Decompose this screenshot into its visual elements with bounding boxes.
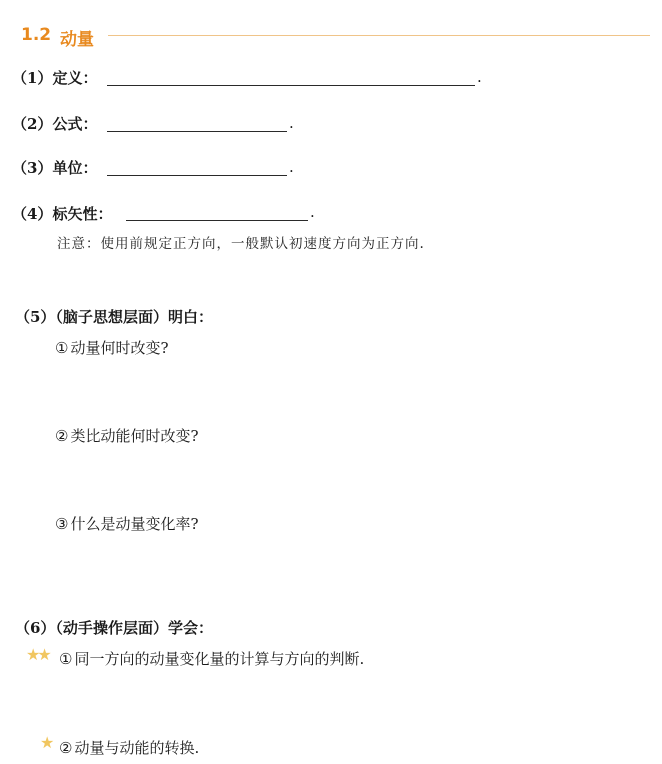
section-divider bbox=[108, 35, 650, 36]
item6-sub-2 bbox=[59, 737, 199, 758]
circled-number: ① bbox=[55, 339, 69, 357]
item-formula bbox=[12, 113, 97, 134]
circled-number: ② bbox=[55, 427, 69, 445]
circled-number: ③ bbox=[55, 515, 69, 533]
sub-text: 什么是动量变化率? bbox=[70, 515, 199, 533]
sub-text: 动量何时改变? bbox=[70, 339, 169, 357]
item6-sub-1 bbox=[59, 648, 364, 669]
period: . bbox=[310, 203, 315, 221]
item-label: 单位： bbox=[52, 159, 98, 177]
item5-sub-1 bbox=[55, 337, 169, 358]
item-number: （3） bbox=[12, 159, 53, 177]
formula-blank[interactable] bbox=[107, 130, 287, 132]
item-number: （2） bbox=[12, 115, 53, 133]
circled-number: ② bbox=[59, 739, 73, 757]
sub-text: 类比动能何时改变? bbox=[70, 427, 199, 445]
section-title: 动量 bbox=[60, 30, 94, 50]
item6-heading: （6）（动手操作层面）学会： bbox=[15, 619, 213, 637]
unit-blank[interactable] bbox=[107, 174, 287, 176]
item-scalar-vector bbox=[12, 203, 112, 224]
circled-number: ① bbox=[59, 650, 73, 668]
item-label: 公式： bbox=[52, 115, 98, 133]
period: . bbox=[289, 114, 294, 132]
star-icon: ★ bbox=[40, 733, 55, 752]
scalar-vector-blank[interactable] bbox=[126, 219, 308, 221]
item-definition bbox=[12, 67, 97, 88]
period: . bbox=[289, 158, 294, 176]
item5-sub-2 bbox=[55, 425, 199, 446]
sub-text: 同一方向的动量变化量的计算与方向的判断. bbox=[74, 650, 365, 668]
item-number: （4） bbox=[12, 205, 53, 223]
item-unit bbox=[12, 157, 97, 178]
period: . bbox=[477, 68, 482, 86]
item-label: 定义： bbox=[52, 69, 98, 87]
note-text: 注意：使用前规定正方向，一般默认初速度方向为正方向. bbox=[57, 236, 425, 252]
sub-text: 动量与动能的转换. bbox=[74, 739, 200, 757]
item-label: 标矢性： bbox=[52, 205, 113, 223]
item5-sub-3 bbox=[55, 513, 199, 534]
item-number: （1） bbox=[12, 69, 53, 87]
section-number: 1.2 bbox=[21, 25, 52, 45]
definition-blank[interactable] bbox=[107, 84, 475, 86]
item5-heading: （5）（脑子思想层面）明白： bbox=[15, 308, 213, 326]
star-icon: ★★ bbox=[26, 645, 49, 664]
